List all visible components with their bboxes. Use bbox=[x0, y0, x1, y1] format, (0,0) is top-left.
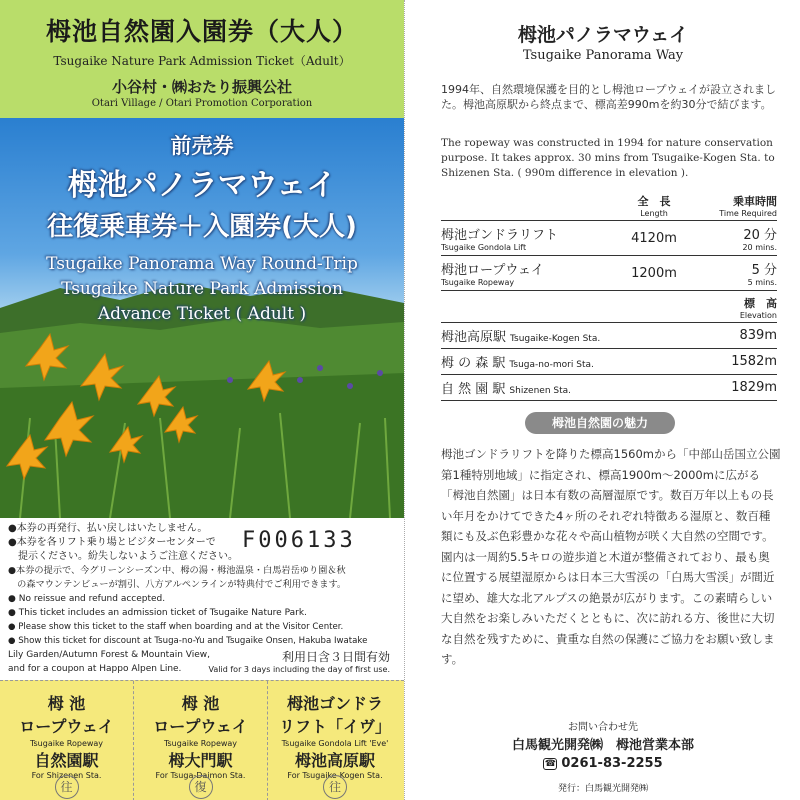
info-title-jp: 栂池パノラマウェイ bbox=[517, 24, 689, 46]
table-row bbox=[441, 323, 777, 349]
panorama-way-title: 栂池パノラマウェイ bbox=[67, 168, 337, 203]
stub-station-en: For Tsugaike-Kogen Sta. bbox=[287, 771, 383, 780]
station-elevation: 1582m bbox=[697, 349, 777, 375]
station-name-en: Shizenen Sta. bbox=[509, 386, 572, 396]
stub-shizenen[interactable] bbox=[0, 681, 134, 800]
note-line: ● Show this ticket for discount at Tsuga-no-Yu and Tsugaike Onsen, Hakuba Iwatake bbox=[8, 636, 368, 646]
route-table bbox=[441, 196, 777, 291]
stub-station: 自然園駅 bbox=[34, 751, 99, 770]
stub-station-en: For Shizenen Sta. bbox=[31, 771, 102, 780]
elevation-table bbox=[441, 298, 777, 401]
route-header-blank bbox=[441, 196, 619, 221]
info-title-en: Tsugaike Panorama Way bbox=[522, 48, 684, 63]
elevation-header-blank bbox=[441, 298, 697, 323]
note-line: ● This ticket includes an admission ticket of Tsugaike Nature Park. bbox=[8, 608, 307, 618]
phone-icon: ☎ bbox=[544, 758, 556, 769]
time-header-jp: 乗車時間 bbox=[733, 195, 777, 208]
stub-station: 栂池高原駅 bbox=[294, 751, 375, 770]
table-row bbox=[441, 256, 777, 291]
publisher: 発行：白馬観光開発㈱ bbox=[557, 784, 648, 794]
note-line: ● No reissue and refund accepted. bbox=[8, 594, 166, 604]
table-row bbox=[441, 349, 777, 375]
station-name bbox=[441, 375, 697, 401]
ticket-title-jp: 栂池自然園入園券（大人） bbox=[45, 17, 358, 46]
elevation-header-en: Elevation bbox=[739, 311, 777, 320]
stub-tsuga-daimon[interactable] bbox=[134, 681, 268, 800]
note-line: ● Please show this ticket to the staff when boarding and at the Visitor Center. bbox=[8, 622, 344, 632]
contact-title: お問い合わせ先 bbox=[568, 722, 638, 733]
station-name-jp: 栂池高原駅 bbox=[441, 330, 507, 345]
station-name bbox=[441, 349, 697, 375]
contact-name: 白馬観光開発㈱ 栂池営業本部 bbox=[511, 738, 694, 753]
charm-section-banner: 栂池自然園の魅力 bbox=[525, 412, 675, 434]
station-name-en: Tsuga-no-mori Sta. bbox=[509, 360, 594, 370]
stub-line-2: ロープウェイ bbox=[19, 717, 114, 736]
stub-line-en: Tsugaike Gondola Lift 'Eve' bbox=[281, 739, 389, 748]
phone-number[interactable] bbox=[405, 756, 800, 771]
note-line: ●本券の再発行、払い戻しはいたしません。 bbox=[8, 523, 208, 534]
route-length: 1200m bbox=[619, 256, 689, 291]
round-trip-en: Tsugaike Panorama Way Round-Trip bbox=[46, 254, 358, 274]
station-name bbox=[441, 323, 697, 349]
length-header-en: Length bbox=[640, 209, 668, 218]
time-header-en: Time Required bbox=[719, 209, 777, 218]
route-time bbox=[689, 221, 777, 256]
stub-line-1: 栂池ゴンドラ bbox=[286, 694, 383, 713]
issuer-jp: 小谷村・㈱おたり振興公社 bbox=[111, 78, 292, 96]
note-line: ●本券の提示で、今グリーンシーズン中、栂の湯・栂池温泉・白馬岩岳ゆり園＆秋 bbox=[8, 565, 346, 576]
stub-line-1: 栂 池 bbox=[47, 694, 86, 713]
stub-line-1: 栂 池 bbox=[181, 694, 220, 713]
pre-sale-label: 前売券 bbox=[170, 134, 234, 158]
ticket-header bbox=[0, 0, 404, 118]
stub-line-en: Tsugaike Ropeway bbox=[163, 739, 238, 748]
route-name-jp: 栂池ロープウェイ bbox=[441, 263, 544, 278]
nature-park-photo bbox=[0, 118, 404, 518]
route-length: 4120m bbox=[619, 221, 689, 256]
route-name bbox=[441, 256, 619, 291]
elevation-header-jp: 標 高 bbox=[744, 297, 777, 310]
validity-en: Valid for 3 days including the day of first use. bbox=[208, 665, 390, 674]
phone-number-text: 0261-83-2255 bbox=[561, 756, 663, 771]
history-paragraph-jp: 1994年、自然環境保護を目的とし栂池ロープウェイが設立されました。栂池高原駅から終点まで、標高差990mを約30分で結びます。 bbox=[441, 83, 777, 111]
note-line: Lily Garden/Autumn Forest & Mountain View, bbox=[8, 650, 211, 660]
elevation-table-header bbox=[441, 298, 777, 323]
validity-jp: 利用日含３日間有効 bbox=[281, 650, 390, 664]
length-header bbox=[619, 196, 689, 221]
advance-ticket-en: Advance Ticket ( Adult ) bbox=[97, 304, 307, 324]
stub-station-en: For Tsuga-Daimon Sta. bbox=[155, 771, 246, 780]
stub-station: 栂大門駅 bbox=[168, 751, 233, 770]
stub-line-2: ロープウェイ bbox=[153, 717, 248, 736]
stub-line-2: リフト「イヴ」 bbox=[278, 717, 391, 736]
info-panel bbox=[404, 0, 800, 800]
ticket-title-en: Tsugaike Nature Park Admission Ticket（Adult） bbox=[53, 54, 351, 68]
stamp-return: 復 bbox=[189, 775, 213, 799]
note-line: の森マウンテンビューが割引、八方アルペンラインが特典付でご利用できます。 bbox=[8, 579, 347, 590]
route-name bbox=[441, 221, 619, 256]
route-name-jp: 栂池ゴンドラリフト bbox=[441, 228, 559, 243]
stamp-outbound: 往 bbox=[55, 775, 79, 799]
station-name-jp: 自 然 園 駅 bbox=[441, 382, 506, 397]
route-time-jp: 20 分 bbox=[743, 228, 777, 243]
route-name-en: Tsugaike Gondola Lift bbox=[441, 243, 527, 252]
elevation-header bbox=[697, 298, 777, 323]
admission-en: Tsugaike Nature Park Admission bbox=[61, 279, 343, 299]
station-elevation: 1829m bbox=[697, 375, 777, 401]
note-line: ●本券を各リフト乗り場とビジターセンターで bbox=[8, 537, 216, 548]
note-line: 提示ください。紛失しないようご注意ください。 bbox=[8, 551, 238, 562]
issuer-en: Otari Village / Otari Promotion Corporation bbox=[91, 98, 313, 109]
charm-paragraph: 栂池ゴンドラリフトを降りた標高1560mから「中部山岳国立公園 第1種特別地域」に指定され、標高1900m～2000mに広がる「栂池自然園」は日本有数の高層湿原です。数百万年以上もの長い年月をかけてできた4ヶ所のそれぞれ特徴ある湿原と、数百種類にも及ぶ色彩豊かな花々や高山植物が咲く大自然の空間です。園内は一周約5.5キロの遊歩道と木道が整備されており、最も奥に位置する展望湿原からは日本三大雪渓の「白馬大雪渓」が間近に望め、雄大な北アルプスの絶景が広がります。この素晴らしい大自然をお楽しみいただくとともに、次に訪れる方、後世に大切な自然を残すために、貴重な自然の保護にご協力をお願い致します。 bbox=[441, 447, 781, 666]
time-header bbox=[689, 196, 777, 221]
route-time-jp: 5 分 bbox=[751, 263, 777, 278]
note-line: and for a coupon at Happo Alpen Line. bbox=[8, 664, 182, 674]
route-time bbox=[689, 256, 777, 291]
station-name-jp: 栂 の 森 駅 bbox=[441, 356, 506, 371]
table-row bbox=[441, 221, 777, 256]
stamp-outbound: 往 bbox=[323, 775, 347, 799]
station-elevation: 839m bbox=[697, 323, 777, 349]
stub-tsugaike-kogen[interactable] bbox=[268, 681, 402, 800]
length-header-jp: 全 長 bbox=[637, 195, 671, 208]
route-time-en: 5 mins. bbox=[747, 278, 777, 287]
history-paragraph-en: The ropeway was constructed in 1994 for nature conservation purpose. It takes approx. 30 mins from Tsugaike-Kogen Sta. to Shizenen Sta. ( 990m difference in elevation ). bbox=[441, 137, 775, 179]
route-table-header bbox=[441, 196, 777, 221]
station-name-en: Tsugaike-Kogen Sta. bbox=[510, 334, 601, 344]
route-name-en: Tsugaike Ropeway bbox=[441, 278, 515, 287]
stub-line-en: Tsugaike Ropeway bbox=[29, 739, 104, 748]
table-row bbox=[441, 375, 777, 401]
ticket-stubs bbox=[0, 680, 404, 800]
round-trip-title: 往復乗車券＋入園券(大人) bbox=[47, 212, 357, 242]
serial-number: F006133 bbox=[242, 528, 356, 553]
route-time-en: 20 mins. bbox=[742, 243, 777, 252]
